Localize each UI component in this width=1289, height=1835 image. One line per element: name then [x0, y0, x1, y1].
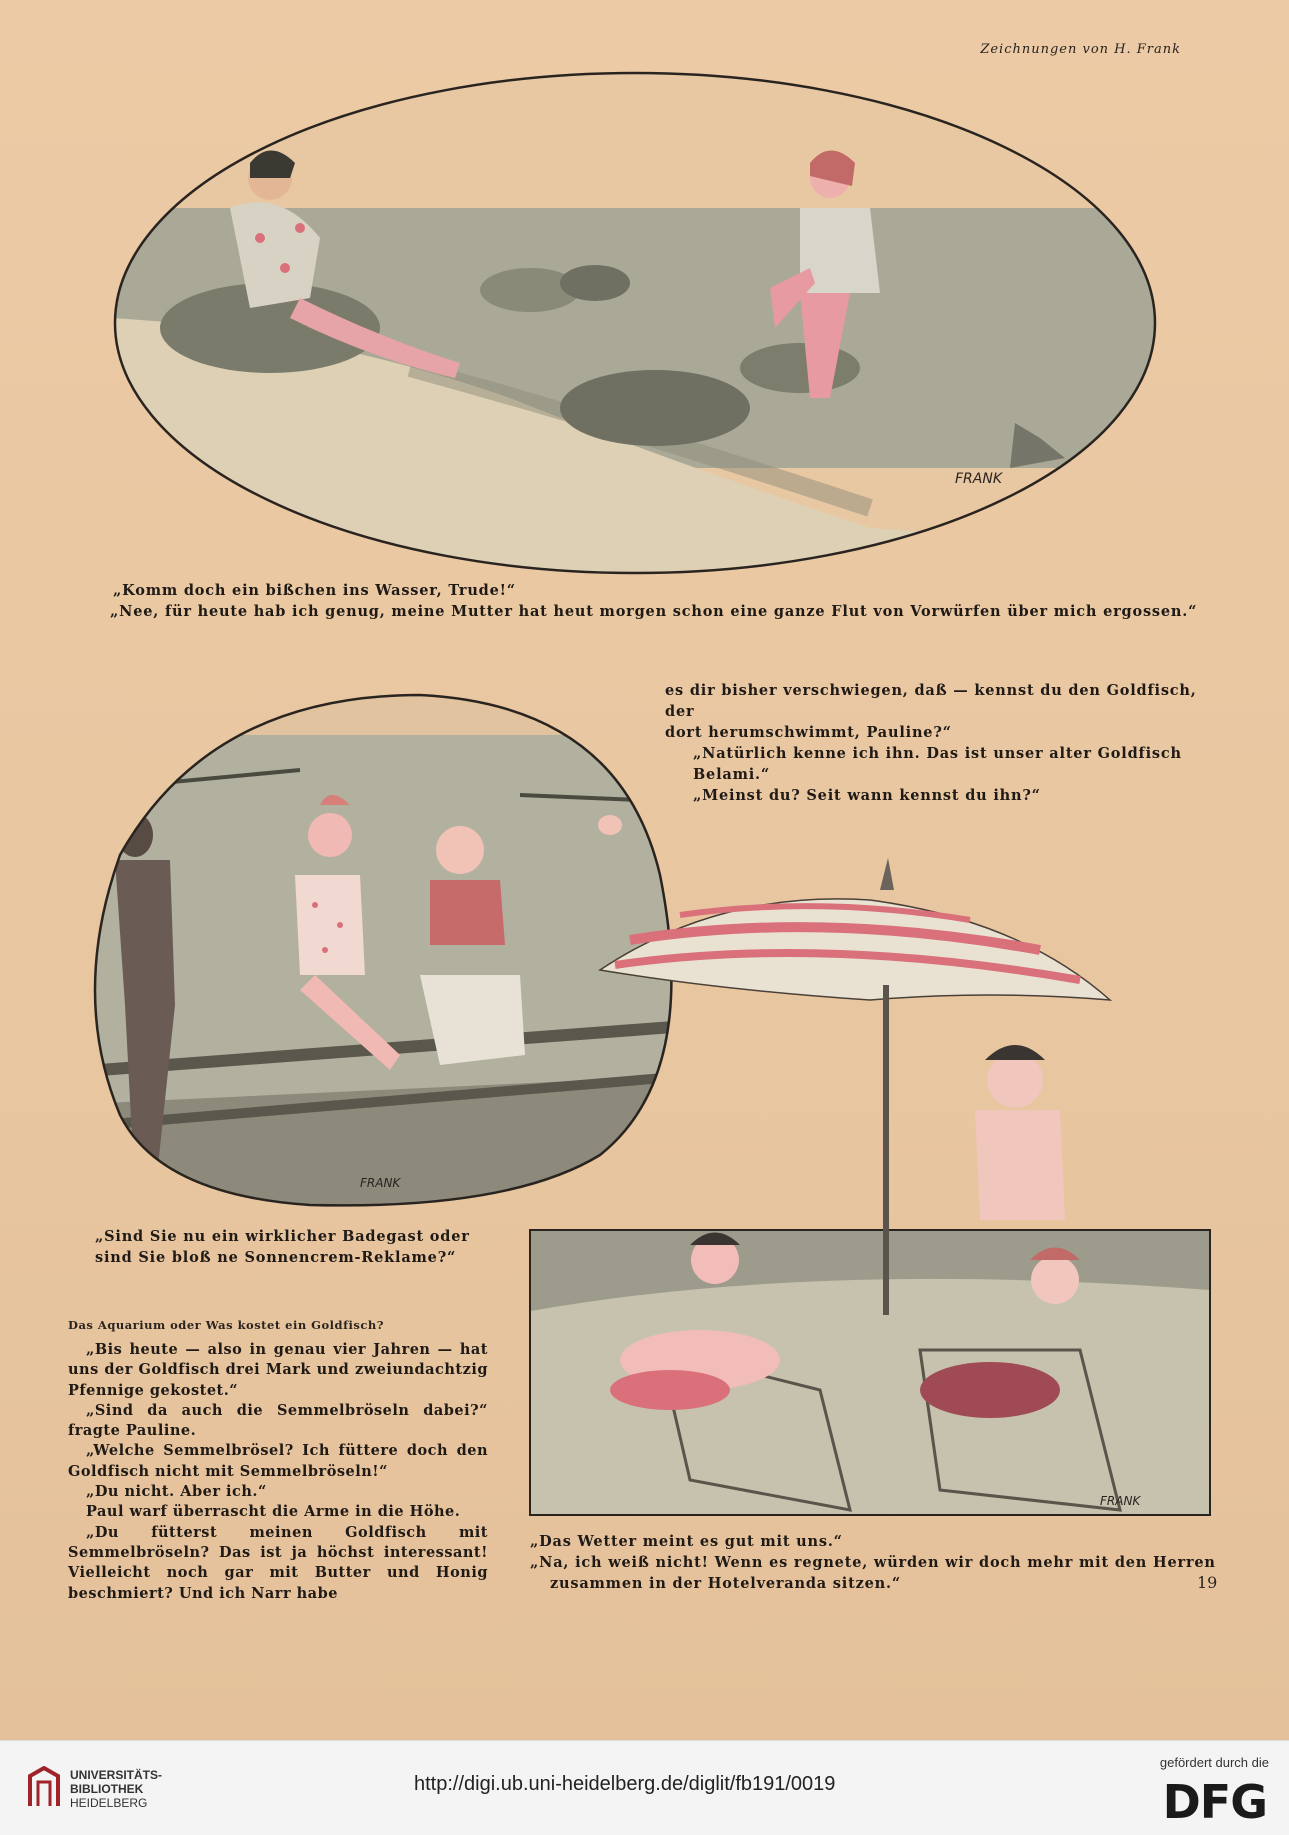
institution-line: BIBLIOTHEK — [70, 1782, 144, 1796]
story-continuation-line: „Meinst du? Seit wann kennst du ihn?“ — [693, 787, 1041, 804]
artist-signature-right: FRANK — [1100, 1494, 1141, 1508]
caption-left-line-1: „Sind Sie nu ein wirklicher Badegast oder — [95, 1228, 470, 1245]
funded-by-label: gefördert durch die — [1159, 1755, 1269, 1770]
artist-signature-left: FRANK — [360, 1176, 401, 1190]
caption-left — [95, 1226, 495, 1268]
institution-name — [70, 1768, 162, 1810]
story-title: Das Aquarium oder Was kostet ein Goldfisch? — [68, 1318, 384, 1332]
caption-top-line-1: „Komm doch ein bißchen ins Wasser, Trude!“ — [113, 582, 516, 599]
story-paragraph: „Du fütterst meinen Goldfisch mit Semmelbröseln? Das ist ja höchst interessant! Vielleicht noch gar mit Butter und Honig beschmiert? Und ich Narr habe — [68, 1523, 488, 1602]
story-paragraph: „Sind da auch die Semmelbröseln dabei?“ fragte Pauline. — [68, 1401, 488, 1440]
story-paragraph: „Bis heute — also in genau vier Jahren — hat uns der Goldfisch drei Mark und zweiundachtzig Pfennige gekostet.“ — [68, 1341, 488, 1399]
university-logo-icon — [26, 1766, 62, 1810]
story-body — [68, 1340, 488, 1604]
story-continuation-line: „Natürlich kenne ich ihn. Das ist unser alter Goldfisch Belami.“ — [693, 745, 1182, 783]
page-number: 19 — [1197, 1573, 1218, 1592]
story-paragraph: Paul warf überrascht die Arme in die Höhe. — [86, 1503, 461, 1521]
story-continuation — [665, 680, 1205, 806]
beach-rocks-illustration — [110, 68, 1160, 578]
caption-right — [530, 1531, 1230, 1594]
story-continuation-line: dort herumschwimmt, Pauline?“ — [665, 724, 952, 741]
illustrator-credit: Zeichnungen von H. Frank — [980, 42, 1181, 57]
story-paragraph: „Du nicht. Aber ich.“ — [86, 1483, 267, 1501]
institution-line: HEIDELBERG — [70, 1796, 148, 1810]
viewer-footer — [0, 1740, 1289, 1835]
institution-line: UNIVERSITÄTS- — [70, 1768, 163, 1782]
caption-top — [110, 580, 1230, 622]
caption-left-line-2: sind Sie bloß ne Sonnencrem-Reklame?“ — [95, 1249, 457, 1266]
story-paragraph: „Welche Semmelbrösel? Ich füttere doch den Goldfisch nicht mit Semmelbröseln!“ — [68, 1442, 488, 1480]
story-continuation-line: es dir bisher verschwiegen, daß — kennst du den Goldfisch, der — [665, 682, 1197, 720]
artist-signature-top: FRANK — [955, 471, 1003, 487]
beach-umbrella-illustration — [520, 790, 1220, 1520]
caption-right-line-1: „Das Wetter meint es gut mit uns.“ — [530, 1533, 843, 1550]
caption-right-line-3: zusammen in der Hotelveranda sitzen.“ — [550, 1575, 901, 1592]
dfg-logo: DFG — [1162, 1775, 1267, 1829]
caption-top-line-2: „Nee, für heute hab ich genug, meine Mutter hat heut morgen schon eine ganze Flut von Vorwürfen über mich ergossen.“ — [110, 603, 1198, 620]
permalink-url[interactable]: http://digi.ub.uni-heidelberg.de/diglit/fb191/0019 — [414, 1773, 836, 1795]
caption-right-line-2: „Na, ich weiß nicht! Wenn es regnete, würden wir doch mehr mit den Herren — [530, 1554, 1216, 1571]
